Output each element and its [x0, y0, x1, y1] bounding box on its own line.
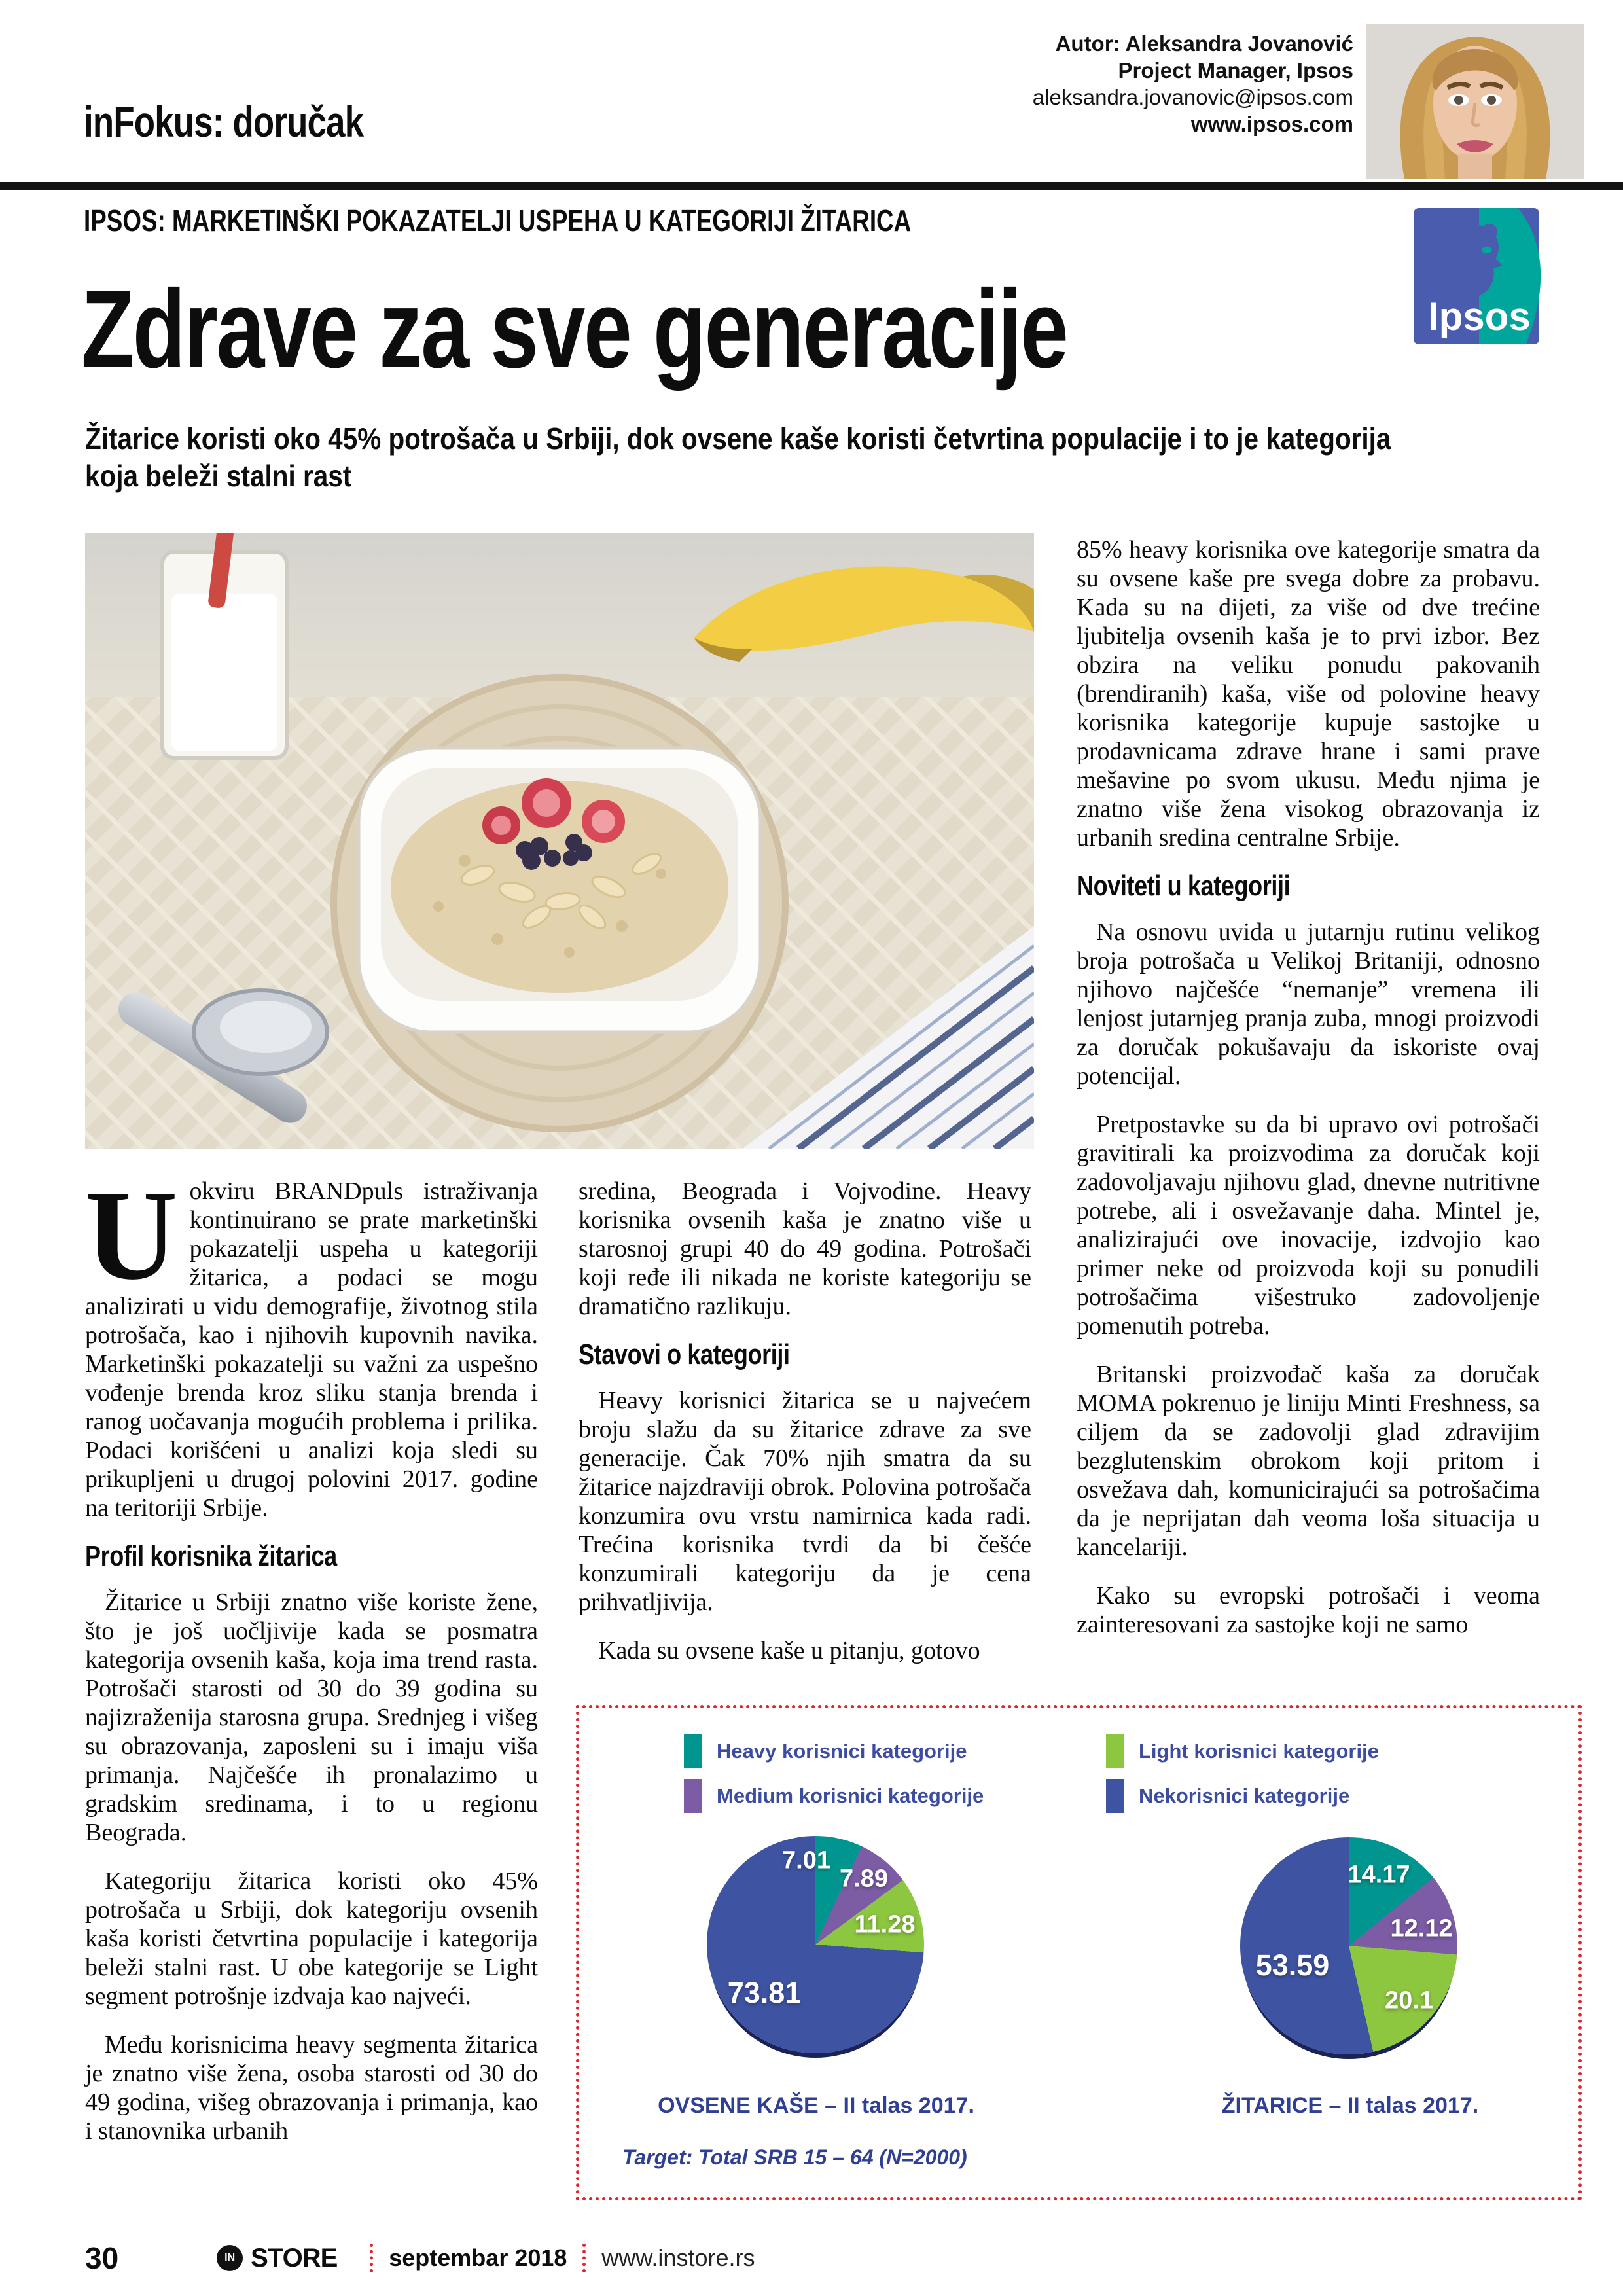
legend-label: Light korisnici kategorije	[1139, 1740, 1379, 1763]
kicker-banner	[84, 203, 1118, 238]
section-title-text: inFokus: doručak	[84, 98, 364, 146]
section-title	[84, 97, 433, 147]
legend-label: Heavy korisnici kategorije	[717, 1740, 967, 1763]
article-column-1	[85, 1164, 538, 2165]
paragraph: Pretpostavke su da bi upravo ovi potrošači gravitirali ka proizvodima za doručak koji zadovoljavaju njihovu glad, dnevne nutritivne potrebe, ali i osvežavanje daha. Mintel je, analizirajući ove inovacije, izdvojio kao primer neke od proizvoda koji su ponudili potrošačima višestruko zadovoljenje pomenutih potreba.	[1077, 1111, 1540, 1340]
legend-swatch-medium	[684, 1779, 702, 1813]
legend-item-heavy	[684, 1734, 967, 1768]
author-photo-illustration	[1366, 24, 1584, 179]
pie-value-label: 7.01	[782, 1846, 830, 1874]
author-photo	[1366, 24, 1584, 179]
pie-value-label: 7.89	[840, 1865, 888, 1893]
legend-swatch-light	[1106, 1734, 1124, 1768]
paragraph-text: okviru BRANDpuls istraživanja kontinuirano se prate marketinški pokazatelji uspeha u kategoriji žitarica, a podaci se mogu analizirati u vidu demografije, životnog stila potrošača, kao i njihovih kupovnih navika. Marketinški pokazatelji su važni za uspešno vođenje brenda kroz sliku stanja brenda i ranog uočavanja mogućih problema i prilika. Podaci korišćeni u analizi koja sledi su prikupljeni u drugoj polovini 2017. godine na teritoriji Srbije.	[85, 1177, 538, 1522]
legend-label: Medium korisnici kategorije	[717, 1784, 984, 1807]
instore-logo-icon: IN	[217, 2245, 243, 2271]
paragraph: Na osnovu uvida u jutarnju rutinu velikog broja potrošača u Velikoj Britaniji, odnosno njihovo najčešće “nemanje” vremena ili lenjost jutarnjeg pranja zuba, mnogi proizvodi za doručak pokušavaju da iskoriste ovaj potencijal.	[1077, 918, 1540, 1090]
oatmeal-bowl	[359, 748, 760, 1032]
subheading-text: Stavovi o kategoriji	[579, 1338, 790, 1371]
subheading-noviteti	[1077, 872, 1540, 901]
paragraph: Među korisnicima heavy segmenta žitarica je znatno više žena, osoba starosti od 30 do 49 godina, višeg obrazovanja i primanja, kao i stanovnika urbanih	[85, 2031, 538, 2145]
page-number: 30	[85, 2241, 119, 2275]
footer-site-url: www.instore.rs	[601, 2244, 755, 2271]
chart-panel	[576, 1705, 1582, 2200]
pie-value-label: 11.28	[854, 1910, 916, 1939]
drop-cap: U	[85, 1164, 178, 1306]
legend-item-nekorisnici	[1106, 1779, 1349, 1813]
target-note: Target: Total SRB 15 – 64 (N=2000)	[622, 2145, 967, 2169]
paragraph: 85% heavy korisnika ove kategorije smatra da su ovsene kaše pre svega dobre za probavu. Kada su na dijeti, za više od dve trećine ljubitelja ovsenih kaša je to prvi izbor. Bez obzira na veliku ponudu pakovanih (brendiranih) kaša, više od polovine heavy korisnika kategorije kupuje sastojke u prodavnicama zdrave hrane i sami prave mešavine po svom ukusu. Među njima je znatno više žena visokog obrazovanja iz urbanih sredina centralne Srbije.	[1077, 536, 1540, 852]
author-block	[1033, 30, 1353, 137]
subheading-text: Noviteti u kategoriji	[1077, 870, 1291, 902]
footer-brand: STORE	[251, 2243, 338, 2272]
author-name: Autor: Aleksandra Jovanović	[1055, 31, 1353, 56]
headline-text: Zdrave za sve generacije	[81, 267, 1067, 391]
footer-separator	[582, 2244, 586, 2272]
paragraph: sredina, Beograda i Vojvodine. Heavy korisnika ovsenih kaša je znatno više u starosnoj grupi 40 do 49 godina. Potrošači koji ređe ili nikada ne koriste kategoriju se dramatično razlikuju.	[579, 1177, 1031, 1320]
footer-issue: septembar 2018	[389, 2244, 567, 2271]
subheading-stavovi	[579, 1340, 1031, 1369]
hero-photo	[85, 533, 1034, 1149]
ipsos-logo-icon	[1411, 206, 1552, 347]
author-email: aleksandra.jovanovic@ipsos.com	[1032, 85, 1353, 109]
paragraph	[85, 1164, 538, 1522]
subtitle	[85, 420, 1623, 495]
pie-caption-zitarice: ŽITARICE – II talas 2017.	[1221, 2093, 1479, 2118]
headline	[81, 267, 1345, 391]
pie-value-label: 20.1	[1385, 1986, 1433, 2015]
paragraph: Žitarice u Srbiji znatno više koriste žene, što je još uočljivije kada se posmatra kategorija ovsenih kaša, koja ima trend rasta. Potrošači starosti od 30 do 39 godina su najizraženija starosna grupa. Srednjeg i višeg su obrazovanja, zaposleni su i imaju viša primanja. Najčešće ih pronalazimo u gradskim sredinama, i to u regionu Beograda.	[85, 1588, 538, 1846]
pie-value-label: 73.81	[727, 1976, 802, 2009]
article-column-2	[579, 1177, 1031, 1685]
author-site: www.ipsos.com	[1190, 112, 1353, 136]
subheading-text: Profil korisnika žitarica	[85, 1540, 337, 1572]
legend-swatch-heavy	[684, 1734, 702, 1768]
ipsos-logo-text: Ipsos	[1428, 295, 1531, 338]
pie-ovsene-kase	[707, 1836, 924, 2053]
header-divider	[0, 182, 1623, 190]
pie-value-label: 12.12	[1390, 1914, 1453, 1943]
pie-value-label: 53.59	[1255, 1948, 1330, 1982]
milk-glass	[162, 533, 287, 758]
paragraph: Kategoriju žitarica koristi oko 45% potrošača u Srbiji, dok kategoriju ovsenih kaša koristi četvrtina populacije i kategorija beleži stalni rast. U obe kategorije se Light segment potrošnje izdvaja kao najveći.	[85, 1867, 538, 2010]
paragraph: Heavy korisnici žitarica se u najvećem broju slažu da su žitarice zdrave za sve generacije. Čak 70% njih smatra da su žitarice najzdraviji obrok. Polovina potrošača konzumira ovu vrstu namirnica kada radi. Trećina korisnika tvrdi da bi češće konzumirali kategoriju da je cena prihvatljivija.	[579, 1387, 1031, 1616]
paragraph: Britanski proizvođač kaša za doručak MOMA pokrenuo je liniju Minti Freshness, sa ciljem da se zadovolji glad zdravijim bezglutenskim obrokom koji pritom i osvežava dah, komunicirajući sa potrošačima da je neprijatan dah veoma loša situacija u kancelariji.	[1077, 1361, 1540, 1561]
subheading-profil	[85, 1542, 538, 1571]
legend-item-light	[1106, 1734, 1379, 1768]
pie-zitarice	[1240, 1837, 1457, 2054]
paragraph: Kako su evropski potrošači i veoma zainteresovani za sastojke koji ne samo	[1077, 1582, 1540, 1638]
legend-item-medium	[684, 1779, 984, 1813]
oatmeal-photo-illustration	[85, 533, 1034, 1149]
footer-separator	[370, 2244, 373, 2272]
article-column-3	[1077, 535, 1540, 1659]
ipsos-logo	[1411, 206, 1552, 347]
kicker-text: IPSOS: MARKETINŠKI POKAZATELJI USPEHA U KATEGORIJI ŽITARICA	[84, 204, 912, 238]
subtitle-text: Žitarice koristi oko 45% potrošača u Srbiji, dok ovsene kaše koristi četvrtina populacije i to je kategorija koja beleži stalni rast	[85, 422, 1391, 493]
pie-value-label: 14.17	[1347, 1861, 1410, 1889]
legend-label: Nekorisnici kategorije	[1139, 1784, 1350, 1807]
paragraph: Kada su ovsene kaše u pitanju, gotovo	[598, 1637, 980, 1664]
page-footer	[85, 2238, 1538, 2278]
legend-swatch-nekorisnici	[1106, 1779, 1124, 1813]
author-role: Project Manager, Ipsos	[1118, 58, 1353, 82]
pie-caption-ovsene-kase: OVSENE KAŠE – II talas 2017.	[658, 2093, 974, 2118]
